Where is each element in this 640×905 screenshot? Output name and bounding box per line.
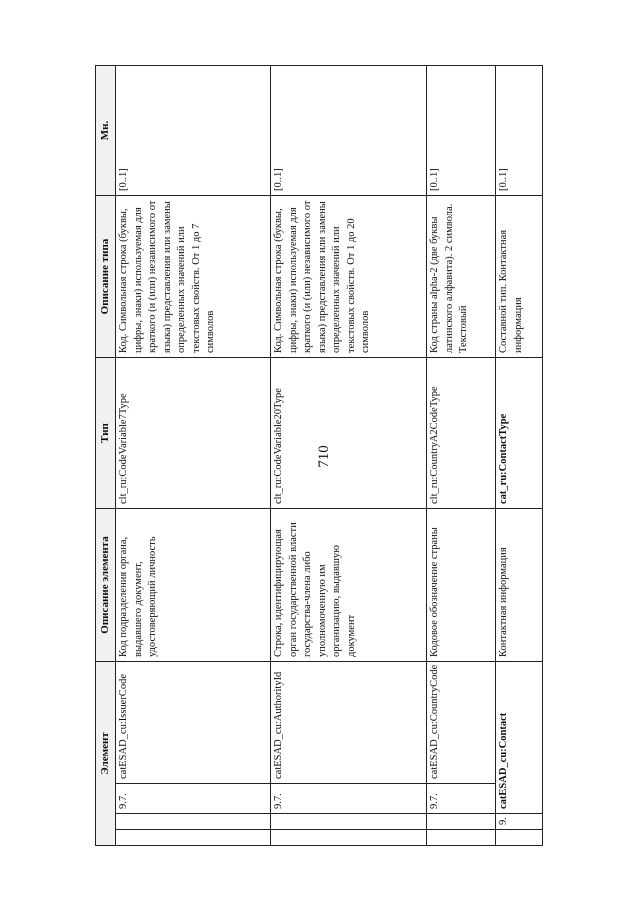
- multiplicity: [0..1]: [271, 66, 427, 196]
- element-name: catESAD_cu:IssuerCode: [116, 662, 271, 784]
- table-header-row: [96, 66, 116, 846]
- row-number: 9.7.: [427, 784, 496, 814]
- table-row: [427, 66, 496, 846]
- element-name: catESAD_cu:CountryCode: [427, 662, 496, 784]
- element-description: Код подразделения органа, выдавшего документ, удостоверяющий личность: [116, 509, 271, 662]
- type-name: clt_ru:CodeVariable20Type: [271, 358, 427, 509]
- indent-cell: [271, 830, 427, 846]
- row-number: 9.7.: [271, 784, 427, 814]
- table-row: [496, 66, 543, 846]
- element-description: Строка, идентифицирующая орган государственной власти государства-члена либо уполномоченную им организацию, выдавшую документ: [271, 509, 427, 662]
- element-name: catESAD_cu:AuthorityId: [271, 662, 427, 784]
- indent-cell: [427, 830, 496, 846]
- type-name: cat_ru:ContactType: [496, 358, 543, 509]
- table-row: [116, 66, 271, 846]
- header-type: Тип: [96, 358, 116, 509]
- header-element: Элемент: [96, 662, 116, 846]
- element-description: Кодовое обозначение страны: [427, 509, 496, 662]
- element-name: catESAD_cu:Contact: [496, 662, 543, 814]
- multiplicity: [0..1]: [496, 66, 543, 196]
- element-table: [95, 65, 543, 846]
- header-multiplicity: Мн.: [96, 66, 116, 196]
- header-type-description: Описание типа: [96, 196, 116, 358]
- indent-cell: [427, 814, 496, 830]
- element-description: Контактная информация: [496, 509, 543, 662]
- multiplicity: [0..1]: [427, 66, 496, 196]
- indent-cell: [116, 814, 271, 830]
- type-description: Код. Символьная строка (буквы, цифры, знаки) используемая для краткого (и (или) независимого от языка) представления или замены определенных значений или текстовых свойств. От 1 до 20 символов: [271, 196, 427, 358]
- header-element-description: Описание элемента: [96, 509, 116, 662]
- indent-cell: [271, 814, 427, 830]
- multiplicity: [0..1]: [116, 66, 271, 196]
- type-description: Код. Символьная строка (буквы, цифры, знаки) используемая для краткого (и (или) независимого от языка) представления или замены определенных значений или текстовых свойств. От 1 до 7 символов: [116, 196, 271, 358]
- indent-cell: [116, 830, 271, 846]
- table-rotator: [95, 66, 535, 846]
- row-number: 9.: [496, 814, 543, 830]
- type-name: clt_ru:CountryA2CodeType: [427, 358, 496, 509]
- indent-cell: [496, 830, 543, 846]
- row-number: 9.7.: [116, 784, 271, 814]
- page-number: 710: [315, 445, 332, 468]
- type-description: Код страны alpha-2 (две буквы латинского алфавита). 2 символа. Текстовый: [427, 196, 496, 358]
- table-row: [271, 66, 427, 846]
- type-name: clt_ru:CodeVariable7Type: [116, 358, 271, 509]
- type-description: Составной тип. Контактная информация: [496, 196, 543, 358]
